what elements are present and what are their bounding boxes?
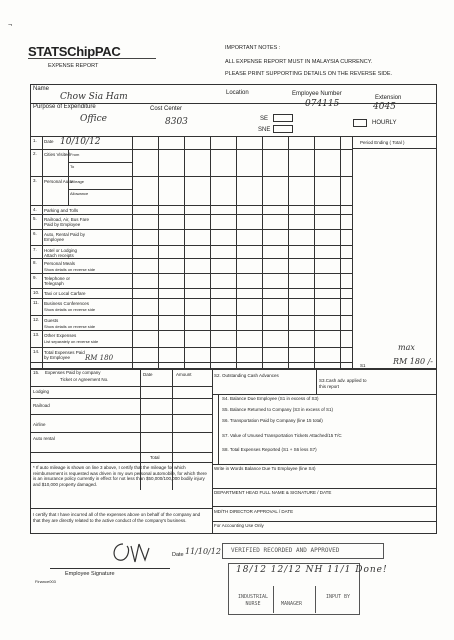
row-label: Hotel or Lodging Attach receipts xyxy=(44,248,78,259)
max-note: max xyxy=(398,343,415,352)
row-divider xyxy=(30,245,352,246)
words-label: Write in Words Balance Due To Employee (line S4) xyxy=(214,466,316,471)
s5-label: S5. Balance Returned to Company (S3 in excess of S1) xyxy=(222,407,334,412)
column-divider xyxy=(132,136,133,368)
divider xyxy=(315,586,316,613)
total-label: Total xyxy=(150,455,160,460)
corner-mark: ¬ xyxy=(8,22,13,29)
column-divider xyxy=(42,136,43,368)
manager-label: MANAGER xyxy=(281,601,303,607)
s6-label: S6. Transportation Paid by Company (line 15 total) xyxy=(222,418,323,423)
row-number: 9. xyxy=(33,275,37,280)
verified-text: VERIFIED RECORDED AND APPROVED xyxy=(231,547,340,554)
row-divider xyxy=(30,229,352,230)
divider xyxy=(212,434,213,534)
company-logo: STATSChipPAC xyxy=(28,44,121,59)
name-value[interactable]: Chow Sia Ham xyxy=(60,92,128,102)
row-number: 10. xyxy=(33,290,40,295)
row-label: Personal Meals xyxy=(44,261,76,266)
row-label: Personal Auto xyxy=(44,179,73,184)
row-label: Date xyxy=(44,139,54,144)
row-label: Cities Visited xyxy=(44,152,70,157)
signature-label: Employee Signature xyxy=(65,571,115,577)
column-divider xyxy=(340,136,341,368)
name-label: Name xyxy=(33,86,50,92)
s1-label: S1 xyxy=(360,363,366,368)
row-divider xyxy=(30,273,352,274)
row-label: Taxi or Local Carfare xyxy=(44,291,86,296)
s3-label: S3.Cash adv. applied to this report xyxy=(319,378,367,389)
industrial-nurse-label: INDUSTRIAL NURSE xyxy=(237,594,269,607)
column-divider xyxy=(184,136,185,368)
extension-value[interactable]: 4045 xyxy=(373,102,396,112)
row-sublabel: Show details on reverse side xyxy=(44,267,96,272)
total-right-value[interactable]: RM 180 /- xyxy=(393,357,433,366)
s8-label: S8. Total Expenses Reported (S1 + S6 less S7) xyxy=(222,447,317,452)
divider xyxy=(212,506,437,507)
divider xyxy=(30,452,212,453)
row-number: 11. xyxy=(33,300,39,305)
row-divider xyxy=(30,176,352,177)
divider xyxy=(212,368,213,434)
verified-stamp xyxy=(222,543,384,559)
logo-underline xyxy=(28,58,156,59)
divider xyxy=(316,368,317,394)
auto-rental-label: Auto rental xyxy=(33,436,55,441)
row-label: Auto, Rental Paid by Employee xyxy=(44,232,86,243)
sign-date-value[interactable]: 11/10/12 xyxy=(185,547,221,556)
column-divider xyxy=(314,136,315,368)
note-print: PLEASE PRINT SUPPORTING DETAILS ON THE REVERSE SIDE. xyxy=(225,71,393,77)
row-divider xyxy=(30,347,352,348)
divider xyxy=(68,189,132,190)
se-label: SE xyxy=(260,116,269,122)
divider xyxy=(30,432,212,433)
row-divider xyxy=(30,205,352,206)
row-sublabel: Mileage xyxy=(70,179,85,184)
divider xyxy=(30,462,212,463)
row-divider xyxy=(30,258,352,259)
row-number: 6. xyxy=(33,231,37,236)
location-label: Location xyxy=(226,90,249,96)
column-divider xyxy=(262,136,263,368)
column-divider xyxy=(236,136,237,368)
row-label: Parking and Tolls xyxy=(44,208,79,213)
row-number: 3. xyxy=(33,178,37,183)
row-sublabel: Show details on reverse side xyxy=(44,307,96,312)
row-label: Total Expenses Paid by Employee xyxy=(44,350,85,361)
row15-num: 15. xyxy=(33,370,40,375)
row-divider xyxy=(30,298,352,299)
note-currency: ALL EXPENSE REPORT MUST IN MALAYSIA CURRENCY. xyxy=(225,59,373,65)
input-by-label: INPUT BY xyxy=(325,594,351,600)
column-divider xyxy=(352,136,353,368)
purpose-value[interactable]: Office xyxy=(80,114,107,124)
row-sublabel: To xyxy=(70,164,75,169)
sne-checkbox[interactable] xyxy=(273,125,293,133)
divider xyxy=(68,176,69,205)
row-divider xyxy=(30,149,352,150)
s4-label: S4. Balance Due Employee (S1 in excess of S3) xyxy=(222,396,319,401)
divider xyxy=(218,394,219,464)
row-number: 2. xyxy=(33,151,37,156)
divider xyxy=(30,414,212,415)
date-col-label: Date xyxy=(143,372,153,377)
row-divider xyxy=(30,330,352,331)
divider xyxy=(68,149,69,176)
row-sublabel: From xyxy=(70,152,80,157)
row-label: Telephone or Telegraph xyxy=(44,276,71,287)
total-expenses-value[interactable]: RM 180 xyxy=(85,354,114,362)
row-sublabel: List separately on reverse side xyxy=(44,339,99,344)
divider xyxy=(30,508,212,509)
row-sublabel: Show details on reverse side xyxy=(44,324,96,329)
purpose-label: Purpose of Expenditure xyxy=(33,104,96,110)
divider xyxy=(273,586,274,613)
certify-statement: I certify that I have incurred all of the expenses above on behalf of the company and that they are directly related to the active conduct of the company's business. xyxy=(33,512,201,523)
mileage-statement: * If auto mileage is shown on line 3 above, I certify that the mileage for which reimbursement is requested was driven in my own personal automobile, for which there is an insurance policy currently in effect for not less than $50,000/100,000 bodily injury and $10,000 property damaged. xyxy=(33,465,207,487)
row-number: 12. xyxy=(33,317,40,322)
row-number: 14. xyxy=(33,349,40,354)
row-number: 7. xyxy=(33,247,37,252)
cost-center-value[interactable]: 8303 xyxy=(165,117,188,127)
divider xyxy=(30,386,212,387)
hourly-label: HOURLY xyxy=(372,120,397,126)
divider xyxy=(212,464,437,465)
s7-label: S7. Value of Unused Transportation Tickets Attached/15 T/C xyxy=(222,433,342,438)
row-number: 5. xyxy=(33,216,37,221)
accounting-label: For Accounting Use Only xyxy=(214,523,264,528)
dept-head-label: DEPARTMENT HEAD FULL NAME & SIGNATURE / DATE xyxy=(214,490,332,495)
divider xyxy=(212,488,437,489)
row-divider xyxy=(30,315,352,316)
row-label: Railroad, Air, Bus Fare Paid by Employee xyxy=(44,217,90,228)
row-number: 1. xyxy=(33,138,37,143)
column-divider xyxy=(210,136,211,368)
hourly-checkbox[interactable] xyxy=(353,119,367,127)
row-number: 13. xyxy=(33,332,40,337)
row-divider xyxy=(30,214,352,215)
divider xyxy=(212,394,437,395)
divider xyxy=(30,398,212,399)
row-label: Business Conferences xyxy=(44,301,90,306)
divider xyxy=(212,521,437,522)
row-sublabel: Allowance xyxy=(70,191,89,196)
row-divider xyxy=(30,362,352,363)
column-divider xyxy=(288,136,289,368)
form-title: EXPENSE REPORT xyxy=(48,63,99,69)
s2-label: S2. Outstanding Cash Advances xyxy=(214,373,279,378)
sign-date-label: Date xyxy=(172,552,184,558)
row-number: 8. xyxy=(33,260,37,265)
divider xyxy=(68,162,132,163)
stamp-handwriting: 18/12 12/12 NH 11/1 Done! xyxy=(236,565,388,575)
row-divider xyxy=(30,288,352,289)
employee-number-value[interactable]: 074115 xyxy=(305,99,340,109)
form-code: Finance003 xyxy=(35,579,56,584)
sne-label: SNE xyxy=(258,127,271,133)
row-number: 4. xyxy=(33,207,37,212)
divider xyxy=(352,148,437,149)
row-label: Guests xyxy=(44,318,59,323)
airline-label: Airline xyxy=(33,422,46,427)
director-label: MD/TH DIRECTOR APPROVAL / DATE xyxy=(214,509,294,514)
ticket-label: Ticket or Agreement No. xyxy=(60,377,109,382)
cost-center-label: Cost Center xyxy=(150,106,183,112)
company-paid-label: Expenses Paid by company xyxy=(45,370,101,375)
se-checkbox[interactable] xyxy=(273,114,293,122)
employee-signature xyxy=(105,538,165,568)
note-title: IMPORTANT NOTES : xyxy=(225,45,281,51)
signature-line xyxy=(50,568,170,569)
date-value[interactable]: 10/10/12 xyxy=(60,137,101,147)
row-label: Other Expenses xyxy=(44,333,77,338)
period-ending-label: Period Ending ( Total ) xyxy=(360,140,405,145)
employee-number-label: Employee Number xyxy=(292,91,342,97)
column-divider xyxy=(158,136,159,368)
extension-label: Extension xyxy=(375,95,402,101)
amount-col-label: Amount xyxy=(176,372,192,377)
railroad-label: Railroad xyxy=(33,403,50,408)
lodging-label: Lodging xyxy=(33,389,50,394)
